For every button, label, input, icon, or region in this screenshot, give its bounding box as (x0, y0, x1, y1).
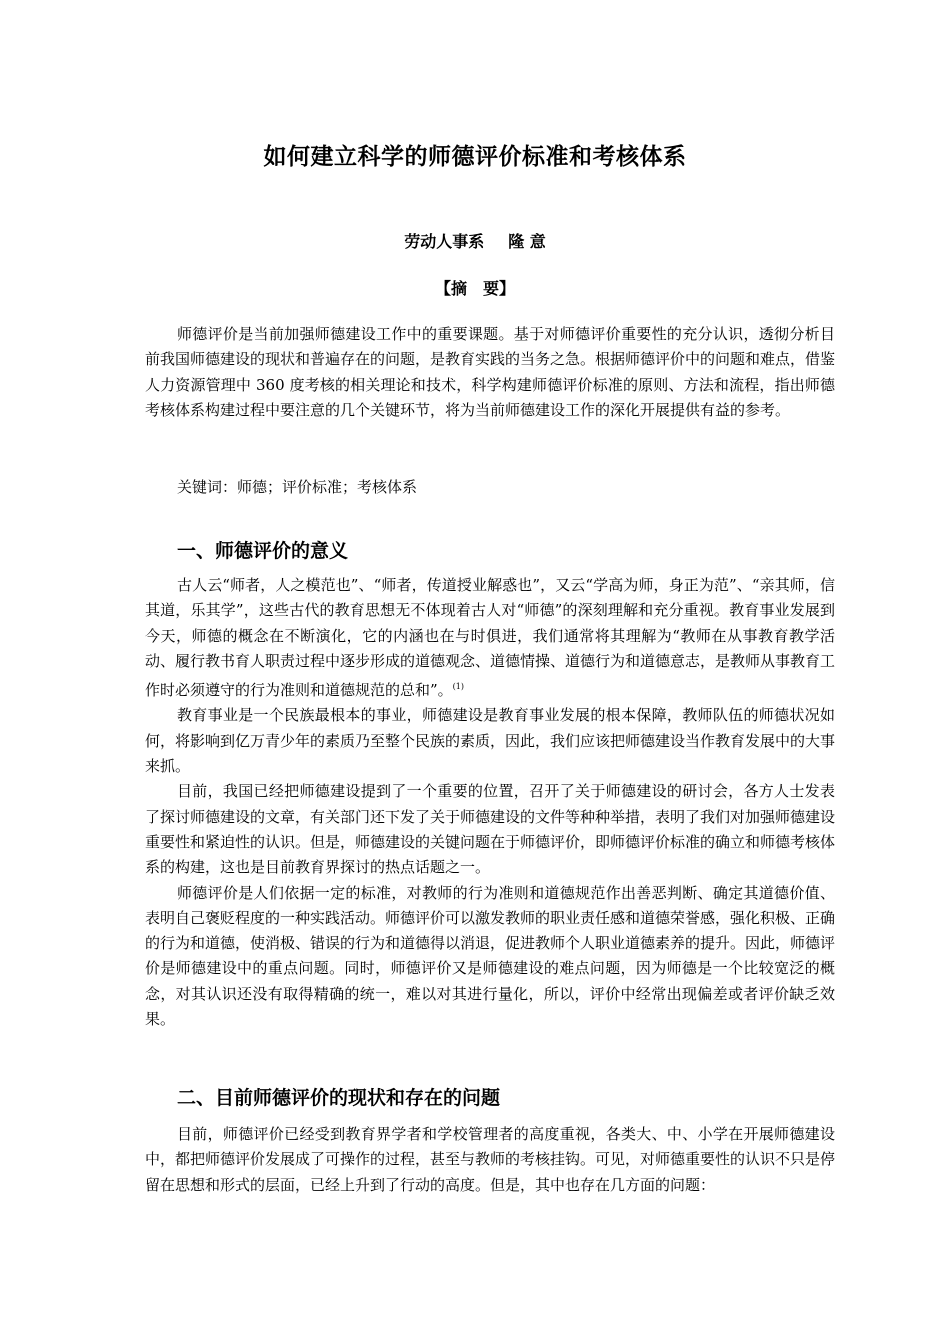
abstract-text: 师德评价是当前加强师德建设工作中的重要课题。基于对师德评价重要性的充分认识，透彻分析目前我国师德建设的现状和普遍存在的问题，是教育实践的当务之急。根据师德评价中的问题和难点，借鉴人力资源管理中 360 度考核的相关理论和技术，科学构建师德评价标准的原则、方法和流程，指出师德考核体系构建过程中要注意的几个关键环节，将为当前师德建设工作的深化开展提供有益的参考。 (145, 325, 836, 419)
author-line (0, 229, 950, 252)
section2-heading: 二、目前师德评价的现状和存在的问题 (177, 1087, 501, 1109)
keywords: 关键词：师德；评价标准；考核体系 (177, 478, 418, 496)
section2-paragraph-1: 目前，师德评价已经受到教育界学者和学校管理者的高度重视，各类大、中、小学在开展师德建设中，都把师德评价发展成了可操作的过程，甚至与教师的考核挂钩。可见，对师德重要性的认识不只是停留在思想和形式的层面，已经上升到了行动的高度。但是，其中也存在几方面的问题： (145, 1125, 836, 1194)
footnote-ref: (1) (452, 682, 465, 692)
author-department: 劳动人事系 (404, 232, 485, 251)
section1-paragraph-2: 教育事业是一个民族最根本的事业，师德建设是教育事业发展的根本保障，教师队伍的师德状况如何，将影响到亿万青少年的素质乃至整个民族的素质，因此，我们应该把师德建设当作教育发展中的大事来抓。 (145, 706, 836, 776)
section1-paragraph-3: 目前，我国已经把师德建设提到了一个重要的位置，召开了关于师德建设的研讨会，各方人士发表了探讨师德建设的文章，有关部门还下发了关于师德建设的文件等种种举措，表明了我们对加强师德建设重要性和紧迫性的认识。但是，师德建设的关键问题在于师德评价，即师德评价标准的确立和师德考核体系的构建，这也是目前教育界探讨的热点话题之一。 (145, 782, 836, 877)
page-title: 如何建立科学的师德评价标准和考核体系 (263, 143, 687, 170)
section1-paragraph-4: 师德评价是人们依据一定的标准，对教师的行为准则和道德规范作出善恶判断、确定其道德价值、表明自己褒贬程度的一种实践活动。师德评价可以激发教师的职业责任感和道德荣誉感，强化积极、正确的行为和道德，使消极、错误的行为和道德得以消退，促进教师个人职业道德素养的提升。因此，师德评价是师德建设中的重点问题。同时，师德评价又是师德建设的难点问题，因为师德是一个比较宽泛的概念，对其认识还没有取得精确的统一，难以对其进行量化，所以，评价中经常出现偏差或者评价缺乏效果。 (145, 883, 836, 1029)
section1-p1-text: 古人云“师者，人之模范也”、“师者，传道授业解惑也”，又云“学高为师，身正为范”、“亲其师，信其道，乐其学”，这些古代的教育思想无不体现着古人对“师德”的深刻理解和充分重视。教育事业发展到今天，师德的概念在不断演化，它的内涵也在与时俱进，我们通常将其理解为“教师在从事教育教学活动、履行教书育人职责过程中逐步形成的道德观念、道德情操、道德行为和道德意志，是教师从事教育工作时必须遵守的行为准则和道德规范的总和”。 (145, 576, 836, 700)
abstract-heading: 【摘 要】 (434, 279, 515, 298)
section1-heading: 一、师德评价的意义 (177, 540, 349, 562)
section1-paragraph-1 (145, 573, 835, 703)
section1-body (145, 573, 835, 1032)
author-name: 隆 意 (508, 232, 546, 251)
